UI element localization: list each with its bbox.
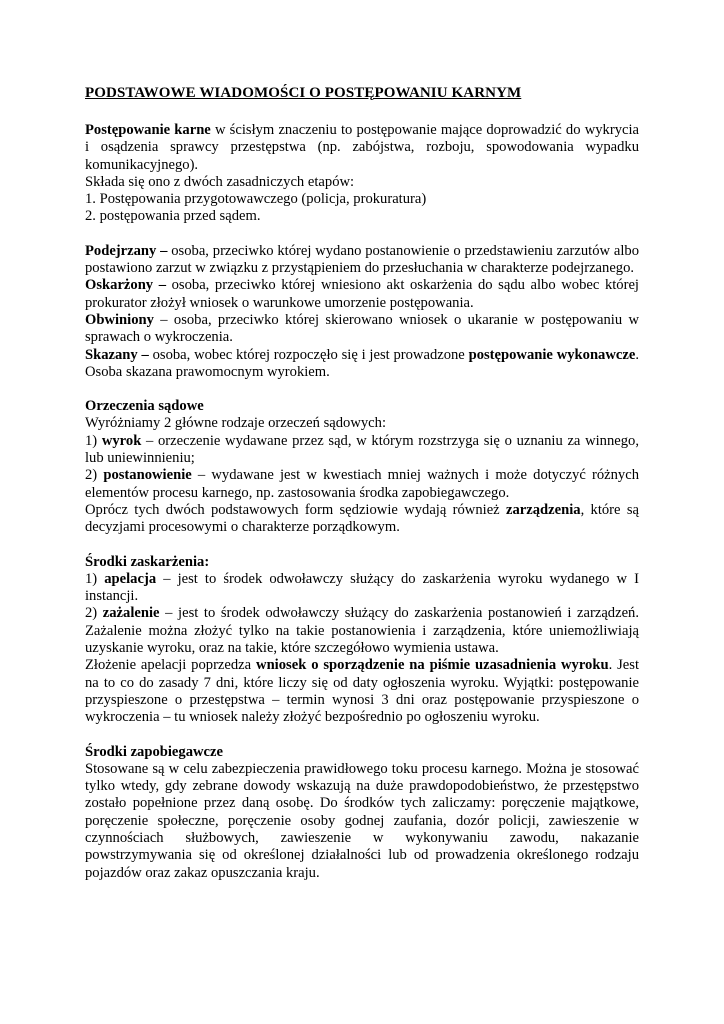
paragraph: Stosowane są w celu zabezpieczenia prawidłowego toku procesu karnego. Można je stosować tylko wtedy, gdy zebrane dowody wskazują na duże prawdopodobieństwo, że przestępstwo zostało popełnione przez daną osobę. Do środków tych zaliczamy: poręczenie majątkowe, poręczenie społeczne, poręczenie osoby godnej zaufania, dozór policji, zawieszenie w czynnościach służbowych, zawieszenie w wykonywaniu zawodu, nakazanie powstrzymywania się od określonej działalności lub od prowadzenia określonego rodzaju pojazdów oraz zakaz opuszczania kraju. (85, 760, 639, 881)
section-srodki-zaskarzenia (85, 554, 639, 727)
bold-text: apelacja (104, 570, 157, 587)
paragraph (85, 398, 639, 415)
bold-text: Obwiniony (85, 311, 154, 328)
paragraph: Skazany – osoba, wobec której rozpoczęło się i jest prowadzone postępowanie wykonawcze. Osoba skazana prawomocnym wyrokiem. (85, 346, 639, 380)
paragraph: Oskarżony – osoba, przeciwko której wniesiono akt oskarżenia do sądu albo wobec której prokurator złożył wniosek o warunkowe umorzenie postępowania. (85, 277, 639, 311)
paragraph: 1) wyrok – orzeczenie wydawane przez sąd, w którym rozstrzyga się o uznaniu za winnego, lub uniewinnieniu; (85, 432, 639, 467)
paragraph: Postępowanie karne w ścisłym znaczeniu to postępowanie mające doprowadzić do wykrycia i osądzenia sprawcy przestępstwa (np. zabójstwa, rozboju, spowodowania wypadku komunikacyjnego). (85, 122, 639, 173)
section-uczestnicy-postepowania (85, 243, 639, 381)
document-title: PODSTAWOWE WIADOMOŚCI O POSTĘPOWANIU KARNYM (85, 85, 522, 101)
paragraph: 1. Postępowania przygotowawczego (policja, prokuratura) (85, 191, 427, 208)
paragraph (85, 744, 639, 761)
bold-text: wyrok (101, 432, 142, 449)
paragraph: Oprócz tych dwóch podstawowych form sędziowie wydają również zarządzenia, które są decyzjami procesowymi o charakterze porządkowym. (85, 501, 639, 536)
paragraph: 1) apelacja – jest to środek odwoławczy służący do zaskarżenia wyroku wydanego w I instancji. (85, 570, 639, 605)
bold-text: Oskarżony – (85, 277, 167, 294)
paragraph (85, 554, 639, 571)
paragraph: Złożenie apelacji poprzedza wniosek o sporządzenie na piśmie uzasadnienia wyroku. Jest na to co do zasady 7 dni, które liczy się od daty ogłoszenia wyroku. Wyjątki: postępowanie przyspieszone o przestępstwa – termin wynosi 3 dni oraz postępowanie przyspieszone o wykroczenia – tu wniosek należy złożyć bezpośrednio po ogłoszeniu wyroku. (85, 657, 640, 726)
section-orzeczenia-sadowe (85, 398, 639, 536)
section-wstep (85, 122, 639, 226)
paragraph: Obwiniony – osoba, przeciwko której skierowano wniosek o ukaranie w postępowaniu w sprawach o wykroczenia. (85, 311, 639, 346)
paragraph: 2. postępowania przed sądem. (85, 208, 261, 225)
bold-text: wniosek o sporządzenie na piśmie uzasadnienia wyroku (256, 657, 609, 674)
bold-text: Podejrzany – (85, 242, 168, 259)
paragraph: Składa się ono z dwóch zasadniczych etapów: (85, 173, 355, 190)
document-body (85, 122, 639, 882)
paragraph: 2) zażalenie – jest to środek odwoławczy służący do zaskarżenia postanowień i zarządzeń. Zażalenie można złożyć tylko na takie postanowienia i zarządzenia, które uniemożliwiają uzyskanie wyroku, oraz na takie, które szczegółowo wymienia ustawa. (85, 605, 640, 657)
bold-text: zarządzenia (505, 501, 581, 518)
bold-text: postanowienie (103, 467, 192, 484)
section-srodki-zapobiegawcze (85, 744, 639, 882)
bold-text: Środki zaskarżenia: (85, 553, 210, 570)
bold-text: Orzeczenia sądowe (85, 398, 204, 415)
paragraph: Podejrzany – osoba, przeciwko której wydano postanowienie o przedstawieniu zarzutów albo postawiono zarzut w związku z przystąpieniem do przesłuchania w charakterze podejrzanego. (85, 242, 640, 277)
paragraph: 2) postanowienie – wydawane jest w kwestiach mniej ważnych i może dotyczyć różnych elementów procesu karnego, np. zastosowania środka zapobiegawczego. (85, 467, 639, 501)
bold-text: Skazany – (85, 346, 149, 363)
bold-text: zażalenie (102, 605, 160, 622)
bold-text: Środki zapobiegawcze (85, 743, 223, 760)
paragraph: Wyróżniamy 2 główne rodzaje orzeczeń sądowych: (85, 415, 387, 432)
bold-text: Postępowanie karne (85, 122, 211, 138)
bold-text: postępowanie wykonawcze (468, 346, 636, 363)
